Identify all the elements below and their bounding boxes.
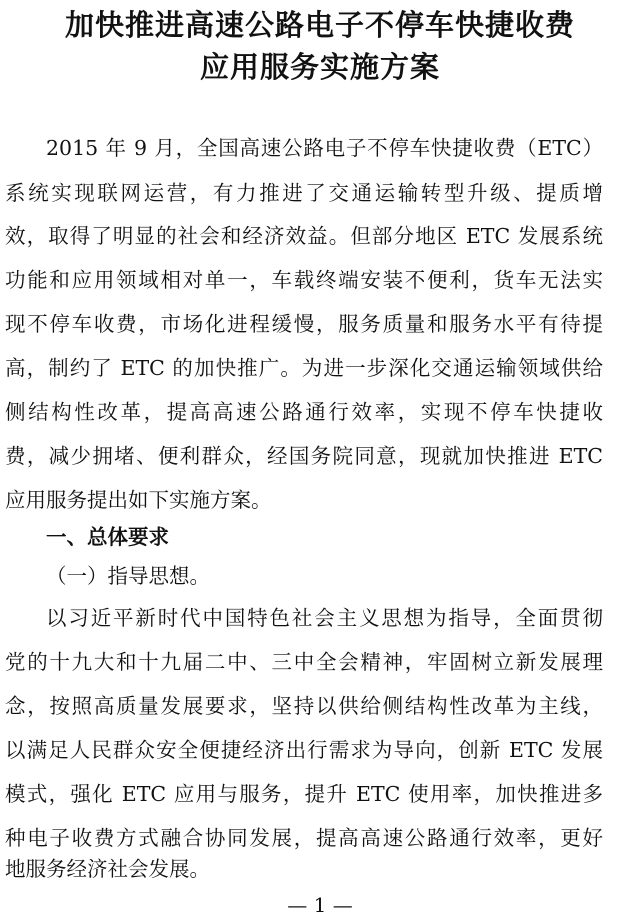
section-heading: 一、总体要求: [46, 525, 169, 549]
document-title-line-2: 应用服务实施方案: [199, 50, 440, 84]
paragraph-1-line: 效，取得了明显的社会和经济效益。但部分地区 ETC 发展系统: [5, 224, 603, 248]
paragraph-1-line: 高，制约了 ETC 的加快推广。为进一步深化交通运输领域供给: [5, 356, 603, 380]
paragraph-2-line: 模式，强化 ETC 应用与服务，提升 ETC 使用率，加快推进多: [5, 782, 603, 806]
paragraph-1-line: 2015 年 9 月，全国高速公路电子不停车快捷收费（ETC）: [46, 136, 603, 160]
paragraph-1-line: 功能和应用领域相对单一，车载终端安装不便利，货车无法实: [5, 268, 603, 292]
paragraph-2-line: 种电子收费方式融合协同发展，提高高速公路通行效率，更好: [5, 826, 603, 850]
paragraph-2-line: 念，按照高质量发展要求，坚持以供给侧结构性改革为主线，: [5, 694, 603, 718]
paragraph-1-line: 应用服务提出如下实施方案。: [5, 488, 272, 512]
document-title-line-1: 加快推进高速公路电子不停车快捷收费: [64, 8, 575, 42]
paragraph-1-line: 系统实现联网运营，有力推进了交通运输转型升级、提质增: [5, 181, 603, 205]
paragraph-1-line: 费，减少拥堵、便利群众，经国务院同意，现就加快推进 ETC: [5, 444, 603, 468]
paragraph-1-line: 现不停车收费，市场化进程缓慢，服务质量和服务水平有待提: [5, 312, 603, 336]
page-number: — 1 —: [287, 893, 353, 917]
paragraph-2-line: 以习近平新时代中国特色社会主义思想为指导，全面贯彻: [46, 606, 603, 630]
paragraph-2-line: 地服务经济社会发展。: [5, 857, 210, 881]
paragraph-2-line: 党的十九大和十九届二中、三中全会精神，牢固树立新发展理: [5, 650, 603, 674]
paragraph-2-line: 以满足人民群众安全便捷经济出行需求为导向，创新 ETC 发展: [5, 738, 603, 762]
paragraph-1-line: 侧结构性改革，提高高速公路通行效率，实现不停车快捷收: [5, 400, 603, 424]
subsection-heading: （一）指导思想。: [46, 564, 210, 588]
